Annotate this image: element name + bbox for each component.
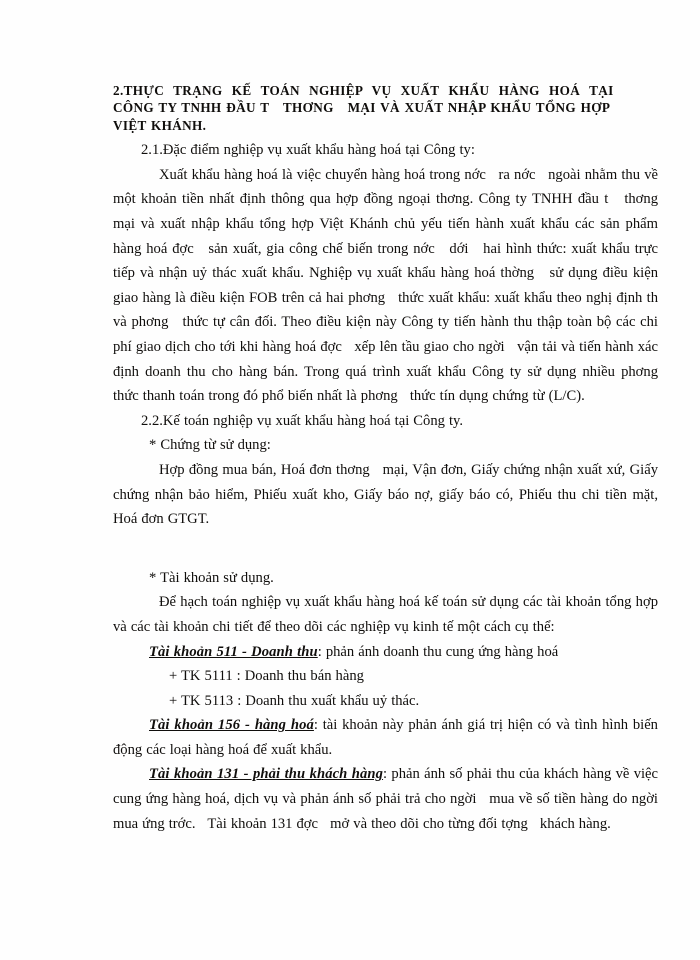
account-description-156: : tài khoản này phản ánh giá trị hiện có và tình hình biến động các loại hàng hoá để xuất khẩu. <box>113 717 663 758</box>
account-description-131: : phản ánh số phải thu của khách hàng về việc cung ứng hàng hoá, dịch vụ và phản ánh số phải trả cho ngời mua về số tiền hàng do ngời mua ứng trớc. Tài khoản 131 đợc mở và theo dõi cho từng đối tợng khách hàng. <box>113 766 671 832</box>
account-name-156: Tài khoản 156 - hàng hoá <box>149 717 314 734</box>
section-title-2-2: 2.2.Kế toán nghiệp vụ xuất khẩu hàng hoá tại Công ty. <box>141 412 464 429</box>
accounts-intro-paragraph: Để hạch toán nghiệp vụ xuất khẩu hàng hoá kế toán sử dụng các tài khoản tổng hợp và các tài khoản chi tiết để theo dõi các nghiệp vụ kinh tế một cách cụ thể: <box>113 594 663 635</box>
account-description-511: : phản ánh doanh thu cung ứng hàng hoá <box>317 643 559 660</box>
account-entry-511 <box>113 640 658 665</box>
account-name-511: Tài khoản 511 - Doanh thu <box>149 643 318 660</box>
section-spacer <box>113 532 658 566</box>
heading-line-1: 2.THỰC TRẠNG KẾ TOÁN NGHIỆP VỤ XUẤT KHẨU HÀNG HOÁ TẠI <box>113 83 614 98</box>
heading-line-2: CÔNG TY TNHH ĐẦU T THƠNG MẠI VÀ XUẤT NHẬP KHẨU TỔNG HỢP <box>113 100 611 116</box>
section-paragraph-2-1: Xuất khẩu hàng hoá là việc chuyển hàng hoá trong nớc ra nớc ngoài nhằm thu về một khoản tiền nhất định thông qua hợp đồng ngoại thơng. Công ty TNHH đầu t thơng mại và xuất nhập khẩu tổng hợp Việt Khánh chủ yếu tiến hành xuất khẩu các sản phẩm hàng hoá đợc sản xuất, gia công chế biến trong nớc dới hai hình thức: xuất khẩu trực tiếp và nhận uỷ thác xuất khẩu. Nghiệp vụ xuất khẩu hàng hoá thờng sử dụng điều kiện giao hàng là điều kiện FOB trên cả hai phơng thức xuất khẩu: xuất khẩu theo nghị định th và phơng thức tự cân đối. Theo điều kiện này Công ty tiến hành thu thập toàn bộ các chi phí giao dịch cho tới khi hàng hoá đợc xếp lên tầu giao cho ngời vận tải và tiến hành xác định doanh thu cho hàng bán. Trong quá trình xuất khẩu Công ty sử dụng nhiều phơng thức thanh toán trong đó phổ biến nhất là phơng thức tín dụng chứng từ (L/C). <box>113 166 671 405</box>
account-entry-131 <box>113 762 671 836</box>
subheading-accounts: * Tài khoản sử dụng. <box>149 569 274 586</box>
account-511-subitem-5111: + TK 5111 : Doanh thu bán hàng <box>169 668 364 685</box>
document-content <box>113 82 671 836</box>
subheading-documents: * Chứng từ sử dụng: <box>149 437 271 454</box>
account-name-131: Tài khoản 131 - phải thu khách hàng <box>149 766 384 783</box>
documents-paragraph: Hợp đồng mua bán, Hoá đơn thơng mại, Vận đơn, Giấy chứng nhận xuất xứ, Giấy chứng nhận bảo hiểm, Phiếu xuất kho, Giấy báo nợ, giấy báo có, Phiếu thu chi tiền mặt, Hoá đơn GTGT. <box>113 461 663 528</box>
account-entry-156 <box>113 713 663 762</box>
document-heading <box>113 82 658 134</box>
heading-line-3: VIỆT KHÁNH. <box>113 117 207 133</box>
section-title-2-1: 2.1.Đặc điểm nghiệp vụ xuất khẩu hàng hoá tại Công ty: <box>141 142 475 159</box>
account-511-subitem-5113: + TK 5113 : Doanh thu xuất khẩu uỷ thác. <box>169 692 420 709</box>
